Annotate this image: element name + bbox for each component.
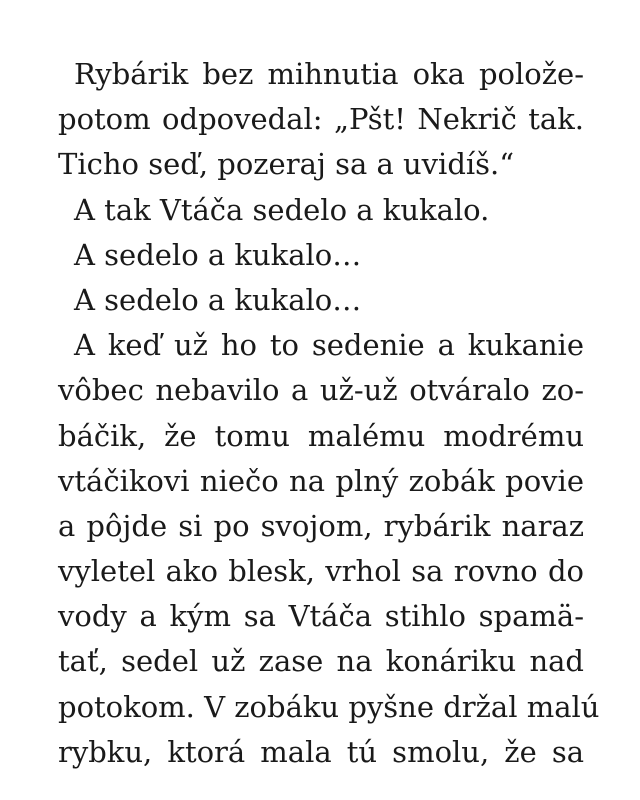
text-line: A keď už ho to sedenie a kukanie	[74, 328, 584, 363]
text-line: potokom. V zobáku pyšne držal malú	[58, 689, 600, 724]
text-line: A sedelo a kukalo…	[74, 237, 362, 272]
text-line: tať, sedel už zase na konáriku nad	[58, 644, 584, 679]
text-line: rybku, ktorá mala tú smolu, že sa	[58, 734, 584, 769]
text-line: vôbec nebavilo a už-už otváralo zo-	[58, 373, 584, 408]
text-line: potom odpovedal: „Pšt! Nekrič tak.	[58, 102, 584, 137]
text-line: vtáčikovi niečo na plný zobák povie	[58, 463, 584, 498]
text-line: vyletel ako blesk, vrhol sa rovno do	[58, 554, 584, 589]
text-line: A sedelo a kukalo…	[74, 282, 362, 317]
text-line: A tak Vtáča sedelo a kukalo.	[74, 192, 490, 227]
text-line: a pôjde si po svojom, rybárik naraz	[58, 508, 584, 543]
text-line: Ticho seď, pozeraj sa a uvidíš.“	[58, 147, 515, 182]
text-line: báčik, že tomu malému modrému	[58, 418, 584, 453]
story-text	[58, 52, 600, 775]
text-line: Rybárik bez mihnutia oka polože-	[74, 57, 584, 91]
text-line: vody a kým sa Vtáča stihlo spamä-	[58, 599, 584, 634]
